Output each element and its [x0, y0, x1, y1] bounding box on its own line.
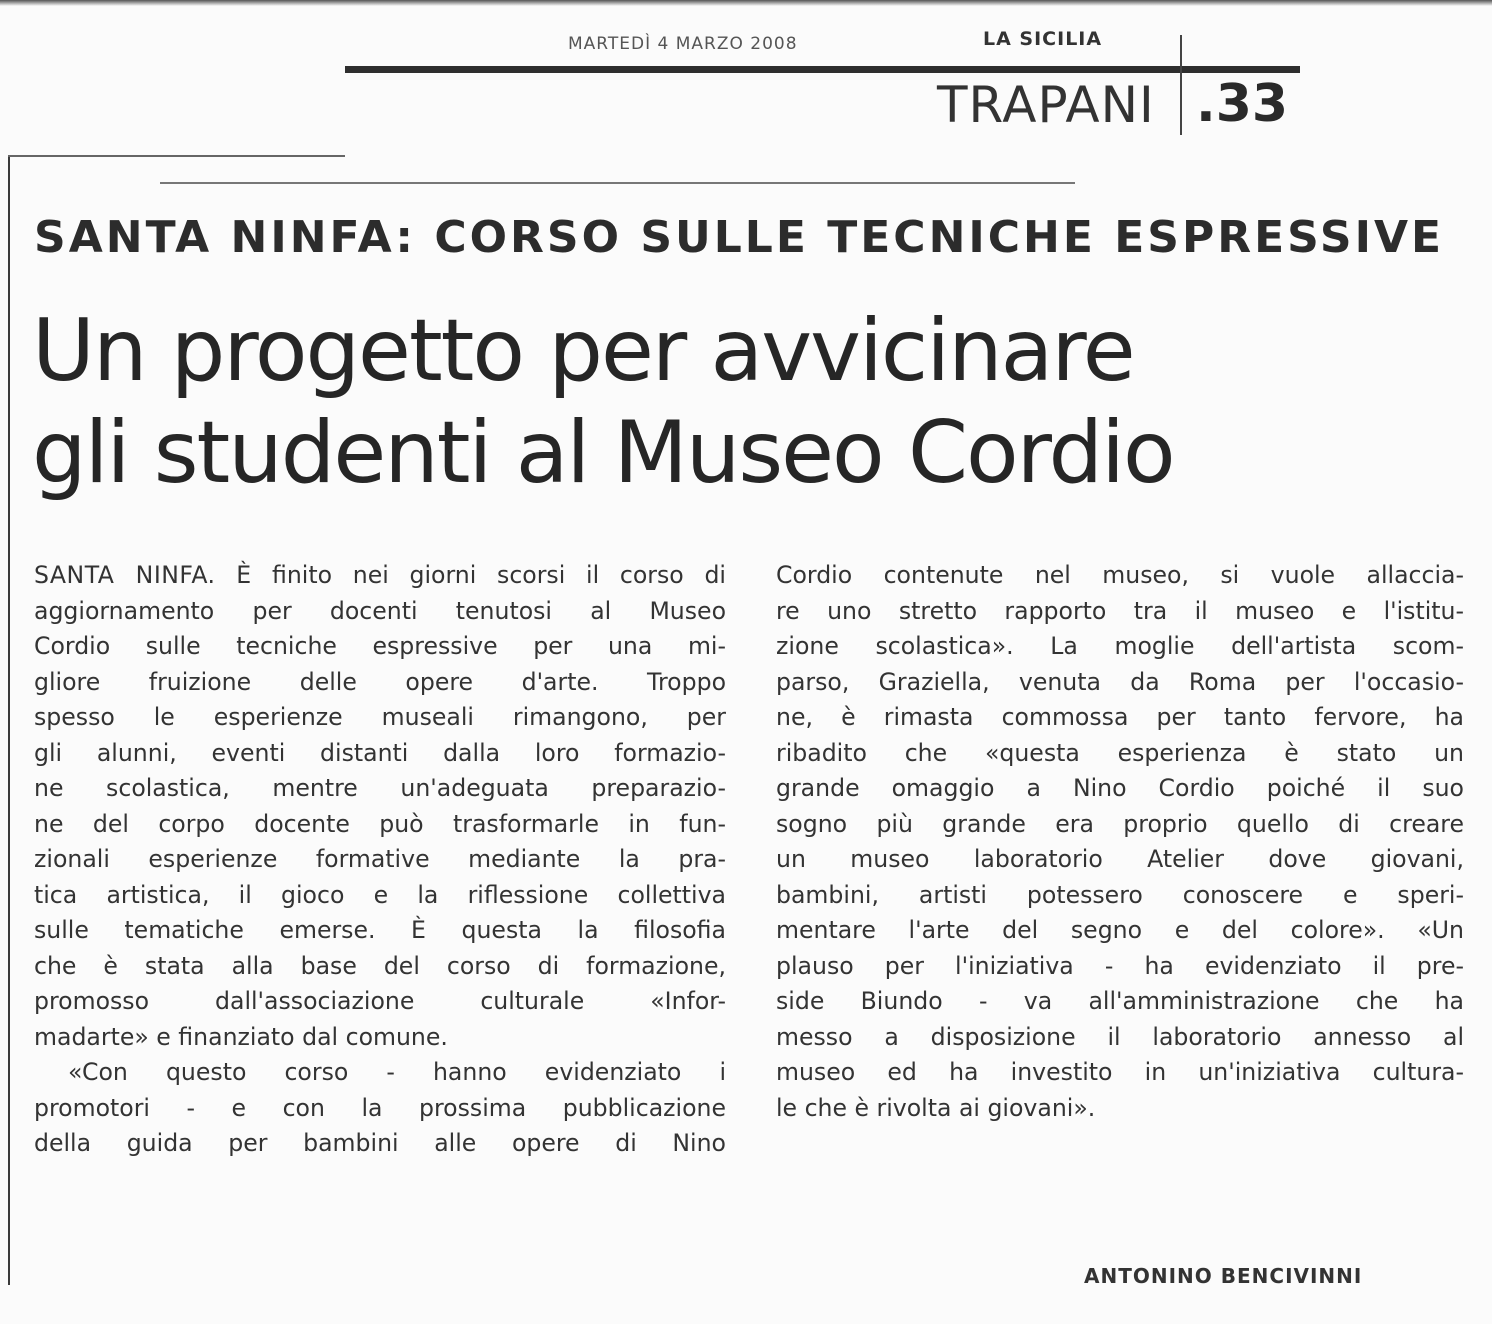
text-line: bambini, artisti potessero conoscere e speri-	[776, 880, 1464, 909]
text-line: madarte» e finanziato dal comune.	[34, 1022, 448, 1051]
text-line: Cordio sulle tecniche espressive per una mi-	[34, 632, 726, 660]
paragraph-3	[776, 558, 1464, 1126]
text-line: che è stata alla base del corso di formazione,	[34, 951, 726, 980]
text-line: zione scolastica». La moglie dell'artista scom-	[776, 632, 1464, 660]
article-column-left	[34, 558, 726, 1162]
text-line: sulle tematiche emerse. È questa la filosofia	[34, 916, 726, 944]
text-line: ne del corpo docente può trasformarle in fun-	[34, 809, 726, 838]
masthead-paper-name: LA SICILIA	[983, 28, 1103, 50]
masthead-date: MARTEDÌ 4 MARZO 2008	[568, 34, 798, 54]
scan-edge-shadow	[0, 0, 1492, 6]
text-line: È finito nei giorni scorsi il corso di	[215, 561, 726, 589]
article-column-right	[776, 558, 1464, 1126]
article-kicker: SANTA NINFA: CORSO SULLE TECNICHE ESPRESSIVE	[34, 212, 1445, 263]
text-line: museo ed ha investito in un'iniziativa cultura-	[776, 1058, 1464, 1086]
masthead-divider	[1180, 35, 1182, 135]
page-number: .33	[1196, 74, 1289, 134]
paragraph-line	[34, 558, 726, 594]
text-line: «Con questo corso - hanno evidenziato i	[68, 1058, 726, 1086]
text-line: promosso dall'associazione culturale «Infor-	[34, 987, 726, 1015]
masthead-rule	[345, 66, 1300, 73]
paragraph-1	[34, 558, 726, 1055]
text-line: grande omaggio a Nino Cordio poiché il suo	[776, 774, 1464, 802]
text-line: messo a disposizione il laboratorio annesso al	[776, 1022, 1464, 1051]
header-rule-center	[160, 182, 1075, 184]
text-line: della guida per bambini alle opere di Nino	[34, 1129, 726, 1157]
section-name: TRAPANI	[937, 76, 1155, 134]
dateline: SANTA NINFA.	[34, 561, 216, 589]
paragraph-2	[34, 1055, 726, 1162]
text-line: gliore fruizione delle opere d'arte. Troppo	[34, 667, 726, 696]
text-line: un museo laboratorio Atelier dove giovani,	[776, 845, 1464, 873]
headline-line-1: Un progetto per avvicinare	[32, 301, 1134, 401]
text-line: plauso per l'iniziativa - ha evidenziato il pre-	[776, 951, 1464, 980]
text-line: aggiornamento per docenti tenutosi al Museo	[34, 596, 726, 625]
text-line: parso, Graziella, venuta da Roma per l'occasio-	[776, 667, 1464, 696]
text-line: side Biundo - va all'amministrazione che ha	[776, 987, 1464, 1015]
article-headline	[32, 300, 1472, 504]
text-line: sogno più grande era proprio quello di creare	[776, 809, 1464, 838]
text-line: ne, è rimasta commossa per tanto fervore, ha	[776, 703, 1464, 731]
text-line: ne scolastica, mentre un'adeguata preparazio-	[34, 774, 726, 802]
header-rule-left	[8, 155, 345, 157]
text-line: mentare l'arte del segno e del colore». «Un	[776, 916, 1464, 944]
text-line: re uno stretto rapporto tra il museo e l'istitu-	[776, 596, 1464, 625]
text-line: Cordio contenute nel museo, si vuole allaccia-	[776, 561, 1464, 589]
text-line: le che è rivolta ai giovani».	[776, 1093, 1096, 1122]
text-line: tica artistica, il gioco e la riflessione collettiva	[34, 880, 726, 909]
text-line: spesso le esperienze museali rimangono, per	[34, 703, 726, 731]
text-line: zionali esperienze formative mediante la pra-	[34, 845, 726, 873]
left-column-rule	[8, 155, 10, 1285]
text-line: promotori - e con la prossima pubblicazione	[34, 1093, 726, 1122]
article-byline: ANTONINO BENCIVINNI	[1084, 1264, 1363, 1288]
text-line: gli alunni, eventi distanti dalla loro formazio-	[34, 738, 726, 767]
text-line: ribadito che «questa esperienza è stato un	[776, 738, 1464, 767]
headline-line-2: gli studenti al Museo Cordio	[32, 403, 1174, 503]
